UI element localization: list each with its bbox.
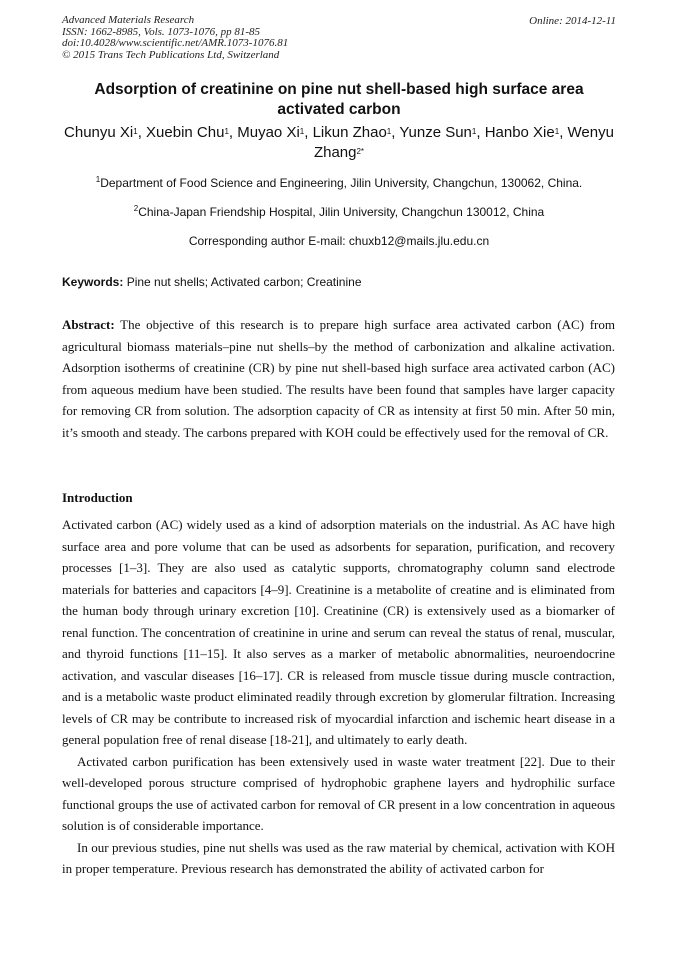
section-heading-introduction: Introduction — [62, 490, 133, 505]
doi-line: doi:10.4028/www.scientific.net/AMR.1073-1076.81 — [62, 37, 289, 49]
issn-line: ISSN: 1662-8985, Vols. 1073-1076, pp 81-85 — [62, 25, 260, 38]
affiliation-1: $^1$Department of Food Science and Engineering, Jilin University, Changchun, 130062, China. — [95, 175, 583, 190]
author: Likun Zhao$^1$, — [312, 124, 400, 141]
author: Chunyu Xi$^1$, — [64, 124, 147, 141]
corresponding-author: Corresponding author E-mail: chuxb12@mails.jlu.edu.cn — [188, 234, 490, 248]
keywords-text: Pine nut shells; Activated carbon; Creatinine — [123, 275, 362, 289]
journal-header — [62, 15, 288, 61]
author: Wenyu Zhang$^{2*}$ — [313, 124, 614, 161]
keywords — [62, 275, 362, 289]
author: Muyao Xi$^1$, — [237, 124, 313, 141]
author: Yunze Sun$^1$, — [399, 124, 485, 141]
abstract-label: Abstract: — [62, 317, 115, 332]
online-date: Online: 2014-12-11 — [529, 15, 616, 27]
paragraph: In our previous studies, pine nut shells was used as the raw material by chemical, activation with KOH in proper temperature. Previous research has demonstrated the ability of activated carbon for — [62, 839, 615, 876]
author-list — [50, 123, 628, 163]
author: Xuebin Chu$^1$, — [146, 124, 238, 141]
journal-name: Advanced Materials Research — [62, 14, 195, 26]
paper-title: Adsorption of creatinine on pine nut shell-based high surface area activated carbon — [94, 81, 584, 118]
author: Hanbo Xie$^1$, — [484, 124, 568, 141]
paragraph: Activated carbon purification has been extensively used in waste water treatment [22]. Due to their well-developed porous structure comprised of hydrophobic graphene layers and hydrophilic surface functional groups the use of activated carbon for removal of CR present in a low concentration in aqueous solution is of considerable importance. — [62, 753, 615, 833]
affiliation-2: $^2$China-Japan Friendship Hospital, Jilin University, Changchun 130012, China — [133, 204, 545, 219]
keywords-label: Keywords: — [62, 275, 124, 289]
abstract-text: The objective of this research is to prepare high surface area activated carbon (AC) from agricultural biomass materials–pine nut shells–by the method of carbonization and alkaline activation. Adsorption isotherms of creatinine (CR) by pine nut shell-based high surface area activated carbon (AC) from aqueous medium have been studied. The results have been found that samples have larger capacity for removing CR from solution. The adsorption capacity of CR as intensity at first 50 min. After 50 min, it’s smooth and steady. The carbons prepared with KOH could be effectively used for the removal of CR. — [62, 317, 615, 440]
paragraph: Activated carbon (AC) widely used as a kind of adsorption materials on the industrial. As AC have high surface area and pore volume that can be used as adsorbents for separation, purification, and recovery processes [1–3]. They are also used as catalytic supports, chromatography column sand electrode materials for batteries and capacitors [4–9]. Creatinine is a metabolite of creatine and is eliminated from the human body through urinary excretion [10]. Creatinine (CR) is extensively used as a biomarker of renal function. The concentration of creatinine in urine and serum can reveal the status of renal, muscular, and thyroid functions [11–15]. It also serves as a marker of metabolic abnormalities, neuroendocrine activation, and vascular diseases [16–17]. CR is released from muscle tissue during muscle contraction, and is a metabolic waste product eliminated readily through excretion by glomerular filtration. Increasing levels of CR may be contribute to increased risk of myocardial infarction and ischemic heart disease in a general population free of renal disease [18-21], and ultimately to early death. — [62, 517, 615, 747]
copyright-line: © 2015 Trans Tech Publications Ltd, Switzerland — [62, 48, 280, 61]
introduction-body — [62, 514, 615, 880]
abstract — [62, 314, 615, 443]
